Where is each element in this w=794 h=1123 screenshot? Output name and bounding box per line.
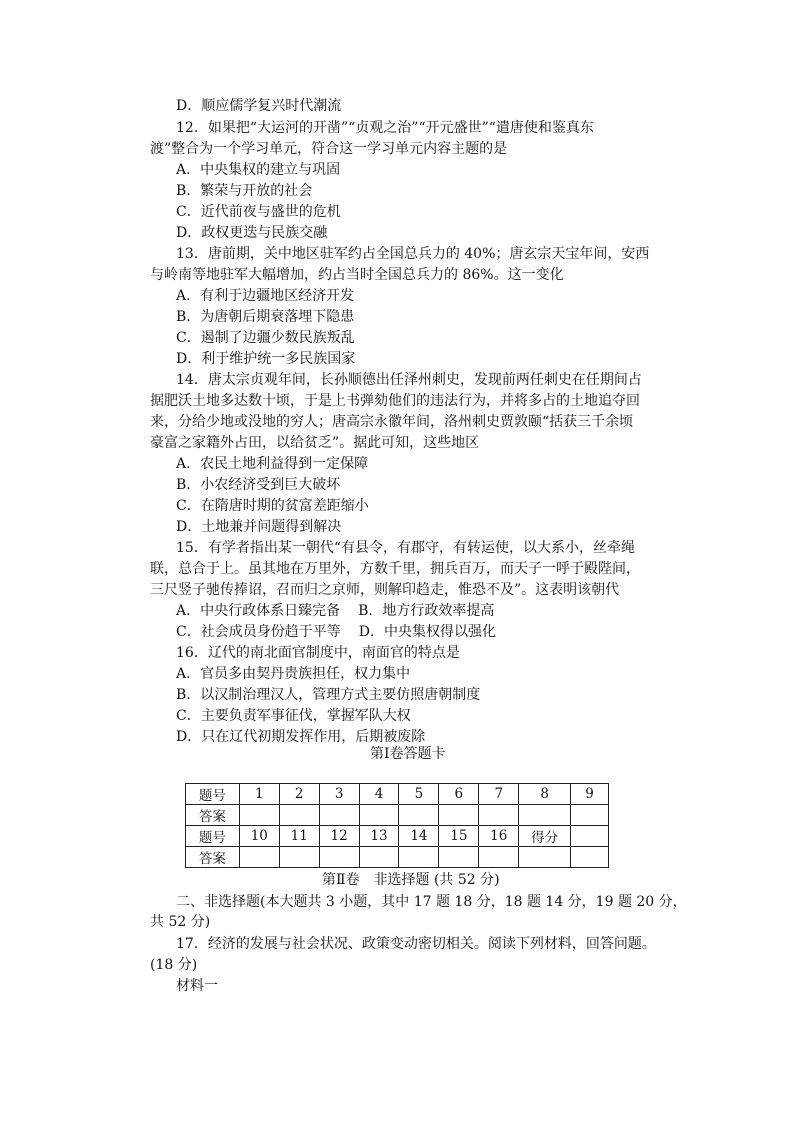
question-number: 12: [319, 826, 359, 847]
label-number: 题号: [186, 826, 240, 847]
q13-option-a: A．有利于边疆地区经济开发: [176, 288, 355, 304]
q13-stem-line2: 与岭南等地驻军大幅增加，约占当时全国总兵力的 86%。这一变化: [150, 267, 564, 283]
table-row-numbers-2: [186, 826, 609, 847]
answer-cell[interactable]: [279, 847, 319, 868]
label-score: 得分: [519, 826, 571, 847]
question-number: 9: [571, 784, 609, 805]
answer-cell[interactable]: [359, 847, 399, 868]
q14-stem-line1: 14．唐太宗贞观年间，长孙顺德出任泽州刺史，发现前两任刺史在任期间占: [176, 372, 642, 388]
answer-cell[interactable]: [439, 805, 479, 826]
answer-cell[interactable]: [519, 805, 571, 826]
question-number: 8: [519, 784, 571, 805]
q15-option-a: A．中央行政体系日臻完备: [176, 603, 341, 619]
answer-card-title: 第Ⅰ卷答题卡: [370, 746, 446, 762]
answer-cell[interactable]: [359, 805, 399, 826]
question-number: 1: [239, 784, 279, 805]
question-number: 10: [239, 826, 279, 847]
q15-options-ab: [176, 601, 494, 621]
q13-option-d: D．利于维护统一多民族国家: [176, 351, 356, 367]
score-cell[interactable]: [571, 826, 609, 847]
q13-option-b: B．为唐朝后期衰落埋下隐患: [176, 309, 355, 325]
q16-option-c: C．主要负责军事征伐，掌握军队大权: [176, 708, 411, 724]
answer-cell[interactable]: [319, 805, 359, 826]
q12-stem-line1: 12．如果把“大运河的开凿”“贞观之治”“开元盛世”“遣唐使和鉴真东: [176, 120, 594, 136]
q15-stem-line2: 联，总合于上。虽其地在万里外，方数千里，拥兵百万，而天子一呼于殿陛间，: [150, 561, 640, 577]
answer-card-table: [185, 783, 609, 868]
question-number: 7: [479, 784, 519, 805]
q13-stem-line1: 13．唐前期，关中地区驻军约占全国总兵力的 40%；唐玄宗天宝年间，安西: [176, 246, 650, 262]
section2-title: 第Ⅱ卷 非选择题 (共 52 分): [322, 872, 500, 888]
q11-option-d: D．顺应儒学复兴时代潮流: [176, 98, 342, 114]
q12-option-b: B．繁荣与开放的社会: [176, 183, 313, 199]
material-one-label: 材料一: [176, 978, 218, 994]
q16-option-b: B．以汉制治理汉人，管理方式主要仿照唐朝制度: [176, 687, 481, 703]
q12-option-d: D．政权更迭与民族交融: [176, 225, 328, 241]
label-answer: 答案: [186, 805, 240, 826]
answer-cell[interactable]: [319, 847, 359, 868]
table-row-numbers-1: [186, 784, 609, 805]
answer-cell[interactable]: [479, 847, 519, 868]
q15-stem-line1: 15．有学者指出某一朝代“有县令，有郡守，有转运使，以大系小，丝牵绳: [176, 540, 635, 556]
question-number: 11: [279, 826, 319, 847]
question-number: 13: [359, 826, 399, 847]
answer-cell[interactable]: [571, 805, 609, 826]
q14-option-d: D．土地兼并问题得到解决: [176, 519, 342, 535]
q12-option-a: A．中央集权的建立与巩固: [176, 162, 341, 178]
q15-options-cd: [176, 622, 496, 642]
label-answer: 答案: [186, 847, 240, 868]
q14-stem-line3: 来，分给少地或没地的穷人；唐高宗永徽年间，洛州刺史贾敦颐“括获三千余顷: [150, 414, 634, 430]
question-number: 16: [479, 826, 519, 847]
q14-stem-line2: 据肥沃土地多达数十顷，于是上书弹劾他们的违法行为，并将多占的土地追夺回: [150, 393, 640, 409]
label-number: 题号: [186, 784, 240, 805]
q16-option-d: D．只在辽代初期发挥作用，后期被废除: [176, 729, 426, 745]
table-row-answers-1: [186, 805, 609, 826]
question-number: 15: [439, 826, 479, 847]
q14-stem-line4: 豪富之家籍外占田，以给贫乏”。据此可知，这些地区: [150, 435, 480, 451]
question-number: 5: [399, 784, 439, 805]
question-number: 14: [399, 826, 439, 847]
score-cell[interactable]: [571, 847, 609, 868]
q12-option-c: C．近代前夜与盛世的危机: [176, 204, 341, 220]
q16-option-a: A．官员多由契丹贵族担任，权力集中: [176, 666, 411, 682]
answer-cell[interactable]: [479, 805, 519, 826]
question-number: 4: [359, 784, 399, 805]
q15-option-b: B．地方行政效率提高: [358, 603, 495, 619]
table-row-answers-2: [186, 847, 609, 868]
q14-option-b: B．小农经济受到巨大破坏: [176, 477, 341, 493]
answer-cell[interactable]: [239, 847, 279, 868]
answer-cell[interactable]: [239, 805, 279, 826]
question-number: 6: [439, 784, 479, 805]
score-cell[interactable]: [519, 847, 571, 868]
answer-cell[interactable]: [399, 847, 439, 868]
q15-option-d: D．中央集权得以强化: [358, 624, 496, 640]
question-number: 2: [279, 784, 319, 805]
q17-stem-line1: 17．经济的发展与社会状况、政策变动密切相关。阅读下列材料，回答问题。: [176, 936, 656, 952]
q14-option-c: C．在隋唐时期的贫富差距缩小: [176, 498, 369, 514]
answer-cell[interactable]: [439, 847, 479, 868]
q15-stem-line3: 三尺竖子驰传捧诏，召而归之京师，则解印趋走，惟恐不及”。这表明该朝代: [150, 582, 620, 598]
section2-instructions-line2: 共 52 分): [150, 914, 211, 930]
question-number: 3: [319, 784, 359, 805]
answer-cell[interactable]: [399, 805, 439, 826]
q17-stem-line2: (18 分): [150, 957, 198, 973]
section2-instructions-line1: 二、非选择题(本大题共 3 小题，其中 17 题 18 分，18 题 14 分，19 题 20 分，: [176, 894, 687, 910]
q16-stem: 16．辽代的南北面官制度中，南面官的特点是: [176, 645, 460, 661]
q15-option-c: C．社会成员身份趋于平等: [176, 624, 341, 640]
q14-option-a: A．农民土地利益得到一定保障: [176, 456, 369, 472]
q13-option-c: C．遏制了边疆少数民族叛乱: [176, 330, 355, 346]
q12-stem-line2: 渡”整合为一个学习单元，符合这一学习单元内容主题的是: [150, 141, 508, 157]
answer-cell[interactable]: [279, 805, 319, 826]
